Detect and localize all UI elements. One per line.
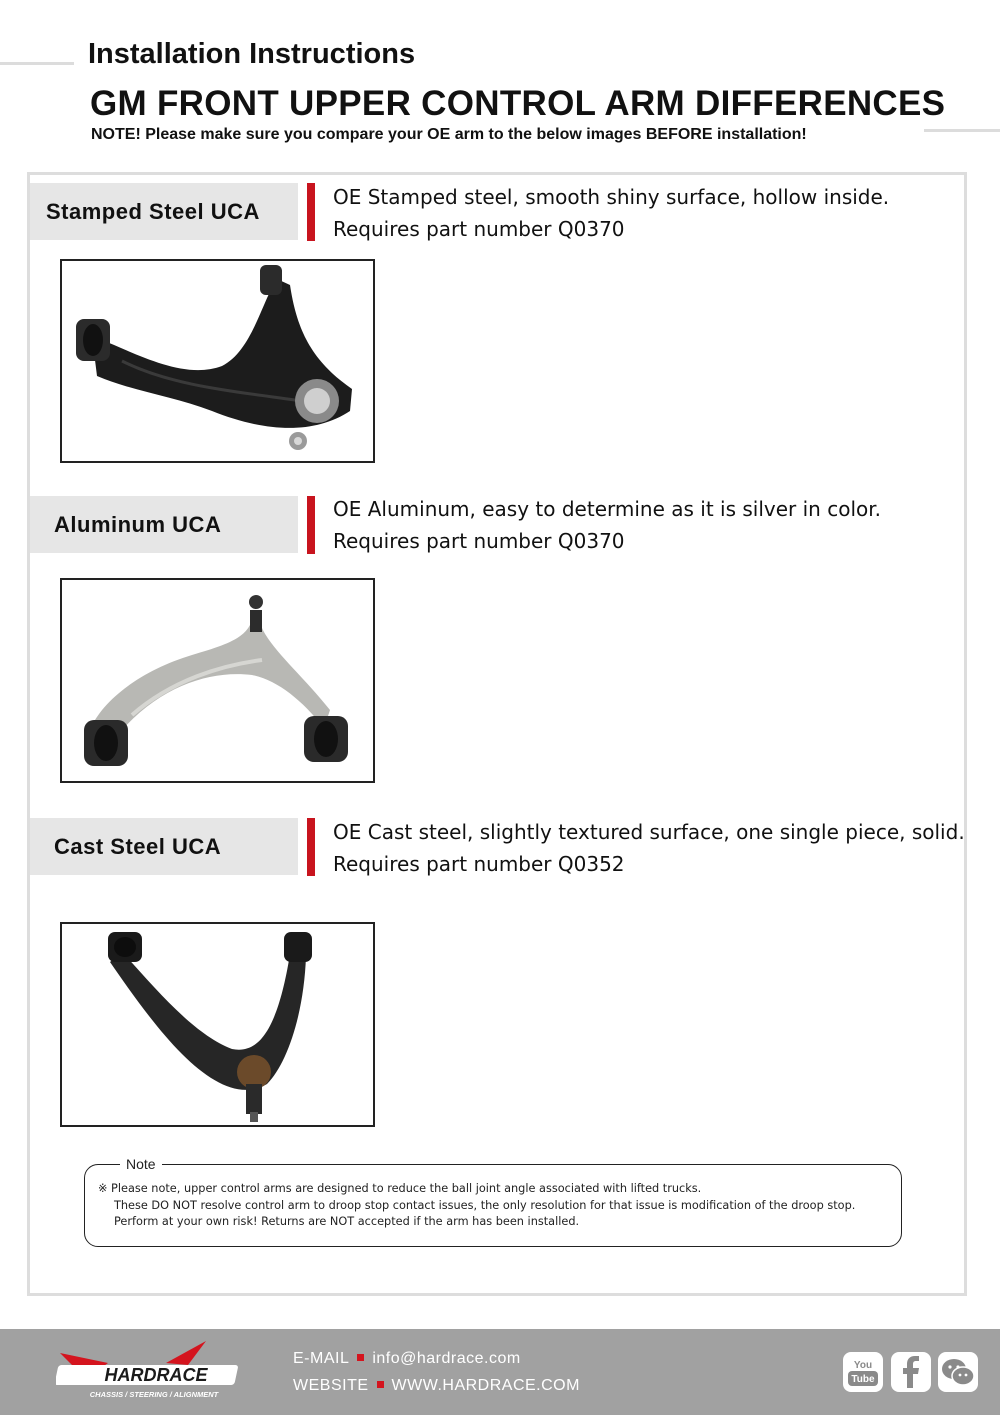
website-label: WEBSITE — [293, 1377, 369, 1394]
note-text — [98, 1181, 898, 1231]
wechat-icon[interactable] — [938, 1352, 978, 1392]
photo-cast-steel-arm — [60, 922, 375, 1127]
note-line: Perform at your own risk! Returns are NOT accepted if the arm has been installed. — [114, 1215, 580, 1228]
section-description-stamped-steel — [333, 181, 889, 245]
accent-bar — [307, 818, 315, 876]
aluminum-arm-image — [62, 580, 373, 781]
accent-bar — [307, 496, 315, 554]
note-line: ※ Please note, upper control arms are designed to reduce the ball joint angle associated with lifted trucks. — [98, 1182, 702, 1195]
description-line: Requires part number Q0352 — [333, 852, 625, 876]
facebook-icon[interactable] — [891, 1352, 931, 1392]
description-line: OE Aluminum, easy to determine as it is silver in color. — [333, 497, 881, 521]
stamped-steel-arm-image — [62, 261, 373, 461]
facebook-icon-image — [891, 1352, 931, 1392]
logo-wordmark: HARDRACE — [104, 1365, 208, 1385]
website-link[interactable]: WWW.HARDRACE.COM — [391, 1377, 580, 1394]
section-description-cast-steel — [333, 816, 965, 880]
section-label-cast-steel: Cast Steel UCA — [30, 818, 298, 875]
email-link[interactable]: info@hardrace.com — [372, 1350, 521, 1367]
description-line: Requires part number Q0370 — [333, 217, 625, 241]
hardrace-logo-image — [56, 1339, 251, 1401]
description-line: OE Cast steel, slightly textured surface, one single piece, solid. — [333, 820, 965, 844]
email-label: E-MAIL — [293, 1350, 350, 1367]
note-legend: Note — [120, 1156, 162, 1172]
separator-square — [357, 1354, 364, 1361]
wechat-icon-image — [938, 1352, 978, 1392]
document-kicker: Installation Instructions — [88, 38, 416, 70]
photo-stamped-steel-arm — [60, 259, 375, 463]
contact-website-row — [293, 1377, 580, 1395]
contact-email-row — [293, 1350, 521, 1368]
logo-tagline: CHASSIS / STEERING / ALIGNMENT — [89, 1390, 219, 1399]
youtube-bottom-text: Tube — [851, 1374, 875, 1385]
header-warning-note: NOTE! Please make sure you compare your OE arm to the below images BEFORE installation! — [91, 126, 807, 143]
decorative-rule-right — [924, 129, 1000, 132]
youtube-icon[interactable] — [843, 1352, 883, 1392]
separator-square — [377, 1381, 384, 1388]
photo-aluminum-arm — [60, 578, 375, 783]
youtube-icon-image — [843, 1352, 883, 1392]
description-line: Requires part number Q0370 — [333, 529, 625, 553]
hardrace-logo — [56, 1339, 251, 1401]
section-description-aluminum — [333, 493, 881, 557]
cast-steel-arm-image — [62, 924, 373, 1125]
section-label-stamped-steel: Stamped Steel UCA — [30, 183, 298, 240]
youtube-top-text: You — [853, 1360, 873, 1371]
document-title: GM FRONT UPPER CONTROL ARM DIFFERENCES — [90, 84, 946, 123]
note-line: These DO NOT resolve control arm to droop stop contact issues, the only resolution for that issue is modification of the droop stop. — [114, 1198, 856, 1212]
description-line: OE Stamped steel, smooth shiny surface, hollow inside. — [333, 185, 890, 209]
decorative-rule-left — [0, 62, 74, 65]
accent-bar — [307, 183, 315, 241]
section-label-aluminum: Aluminum UCA — [30, 496, 298, 553]
